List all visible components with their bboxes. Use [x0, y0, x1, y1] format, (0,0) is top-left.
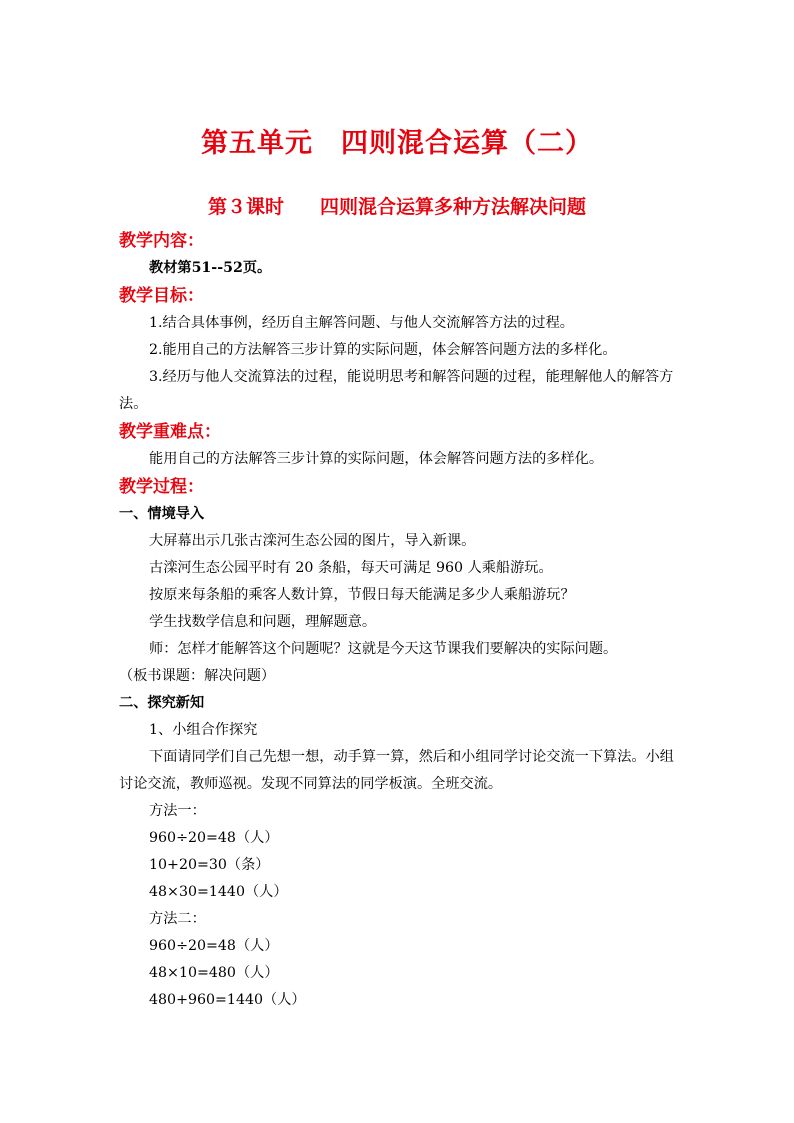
content-text: 教材第51--52页。: [149, 260, 272, 276]
lesson-topic: 四则混合运算多种方法解决问题: [320, 196, 587, 218]
lesson-number: 第３课时: [207, 196, 284, 218]
method1-step-2: 10+20=30（条）: [149, 857, 270, 873]
part1-line-4: 学生找数学信息和问题，理解题意。: [149, 614, 377, 630]
document-title: 第五单元 四则混合运算（二）: [201, 128, 593, 159]
section-heading-goals: 教学目标：: [119, 286, 204, 306]
method1-step-3: 48×30=1440（人）: [149, 884, 288, 900]
goal-item-3: 3.经历与他人交流算法的过程，能说明思考和解答问题的过程，能理解他人的解答方法。: [119, 369, 674, 412]
goal-item-1: 1.结合具体事例，经历自主解答问题、与他人交流解答方法的过程。: [149, 315, 574, 331]
key-points-text: 能用自己的方法解答三步计算的实际问题，体会解答问题方法的多样化。: [149, 451, 604, 467]
part1-line-5: 师：怎样才能解答这个问题呢？这就是今天这节课我们要解决的实际问题。: [149, 641, 618, 657]
part1-line-1: 大屏幕出示几张古滦河生态公园的图片，导入新课。: [149, 533, 476, 549]
method1-step-1: 960÷20=48（人）: [149, 830, 279, 846]
method2-label: 方法二：: [149, 911, 206, 927]
method2-step-1: 960÷20=48（人）: [149, 938, 279, 954]
goal-item-2: 2.能用自己的方法解答三步计算的实际问题，体会解答问题方法的多样化。: [149, 342, 617, 358]
part2-sub1: 1、小组合作探究: [149, 722, 258, 738]
section-heading-content: 教学内容：: [119, 231, 204, 251]
document-body: [119, 227, 679, 1014]
method1-label: 方法一：: [149, 803, 206, 819]
part2-heading: 二、探究新知: [119, 695, 205, 711]
method2-step-2: 48×10=480（人）: [149, 965, 279, 981]
part2-paragraph: 下面请同学们自己先想一想，动手算一算，然后和小组同学讨论交流一下算法。小组讨论交流，教师巡视。发现不同算法的同学板演。全班交流。: [119, 749, 674, 792]
lesson-subtitle: [0, 192, 794, 219]
part1-line-3: 按原来每条船的乘客人数计算，节假日每天能满足多少人乘船游玩？: [149, 587, 575, 603]
section-heading-key-points: 教学重难点：: [119, 422, 221, 442]
part1-heading: 一、情境导入: [119, 506, 205, 522]
section-heading-process: 教学过程：: [119, 477, 204, 497]
part1-line-2: 古滦河生态公园平时有 20 条船，每天可满足 960 人乘船游玩。: [149, 560, 553, 576]
part1-note: （板书课题：解决问题）: [119, 668, 276, 684]
method2-step-3: 480+960=1440（人）: [149, 992, 306, 1008]
